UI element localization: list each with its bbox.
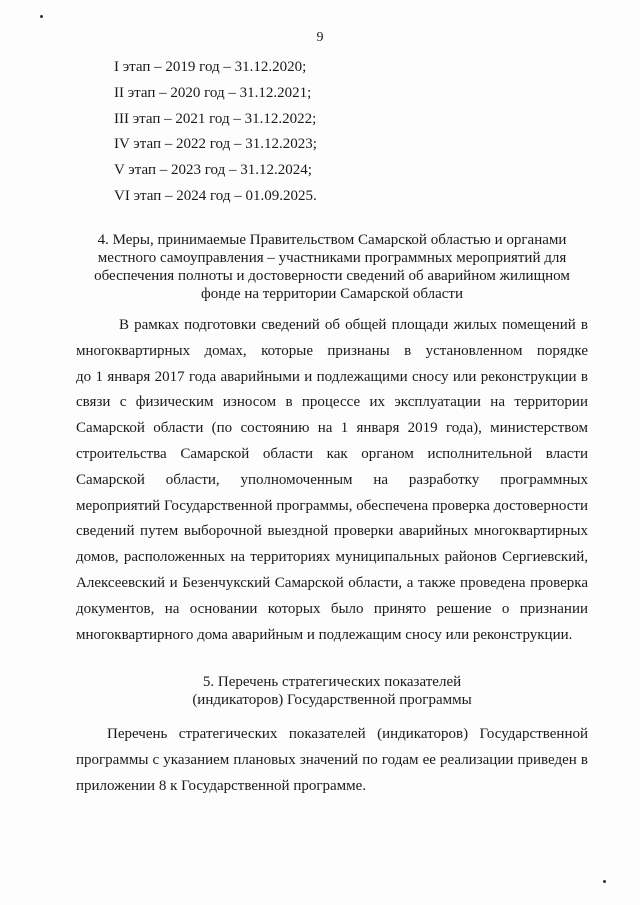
- section-5-heading: [76, 673, 588, 709]
- section-4-heading-line: местного самоуправления – участниками программных мероприятий для: [97, 250, 567, 266]
- stage-item: III этап – 2021 год – 31.12.2022;: [114, 110, 317, 127]
- stage-item: IV этап – 2022 год – 31.12.2023;: [114, 136, 317, 153]
- paragraph-line: Самарской области (по состоянию на 1 января 2019 года), министерством: [76, 420, 588, 437]
- paragraph-line: приложении 8 к Государственной программе.: [76, 777, 367, 794]
- scan-speck: [603, 880, 606, 883]
- paragraph-line: многоквартирного дома аварийным и подлежащим сносу или реконструкции.: [76, 626, 573, 643]
- paragraph-line: многоквартирных домах, которые признаны в установленном порядке: [76, 342, 588, 359]
- paragraph-line: строительства Самарской области как органом исполнительной власти: [76, 445, 588, 462]
- scan-speck: [40, 15, 43, 18]
- section-4-heading-line: фонде на территории Самарской области: [201, 286, 463, 302]
- paragraph-line: Алексеевский и Безенчукский Самарской области, а также проведена проверка: [76, 574, 588, 591]
- paragraph-line: программы с указанием плановых значений по годам ее реализации приведен в: [76, 751, 588, 768]
- section-5-heading-line: 5. Перечень стратегических показателей: [202, 674, 462, 690]
- page-number: 9: [316, 30, 324, 45]
- stages-list: [114, 55, 534, 210]
- stage-item: I этап – 2019 год – 31.12.2020;: [114, 59, 307, 75]
- section-4-heading-line: 4. Меры, принимаемые Правительством Самарской областью и органами: [97, 232, 567, 248]
- stage-item: II этап – 2020 год – 31.12.2021;: [114, 84, 312, 101]
- paragraph-line: документов, на основании которых было принято решение о признании: [76, 600, 588, 617]
- paragraph-line: Самарской области, уполномоченным на разработку программных: [76, 471, 588, 488]
- section-5-heading-line: (индикаторов) Государственной программы: [192, 692, 472, 708]
- section-4-paragraph: [76, 313, 588, 648]
- section-4-heading-line: обеспечения полноты и достоверности сведений об аварийном жилищном: [94, 268, 570, 284]
- paragraph-line: домов, расположенных на территориях муниципальных районов Сергиевский,: [76, 549, 588, 566]
- section-4-heading: [76, 231, 588, 303]
- paragraph-line: связи с физическим износом в процессе их эксплуатации на территории: [76, 394, 588, 411]
- paragraph-line: мероприятий Государственной программы, обеспечена проверка достоверности: [76, 497, 588, 514]
- stage-item: V этап – 2023 год – 31.12.2024;: [114, 162, 312, 179]
- paragraph-line: до 1 января 2017 года аварийными и подлежащими сносу или реконструкции в: [76, 368, 588, 385]
- paragraph-line: сведений путем выборочной выездной проверки аварийных многоквартирных: [76, 523, 588, 540]
- stage-item: VI этап – 2024 год – 01.09.2025.: [114, 187, 317, 204]
- section-5-paragraph: [76, 722, 588, 799]
- paragraph-line: Перечень стратегических показателей (индикаторов) Государственной: [107, 726, 588, 742]
- paragraph-line: В рамках подготовки сведений об общей площади жилых помещений в: [119, 317, 588, 333]
